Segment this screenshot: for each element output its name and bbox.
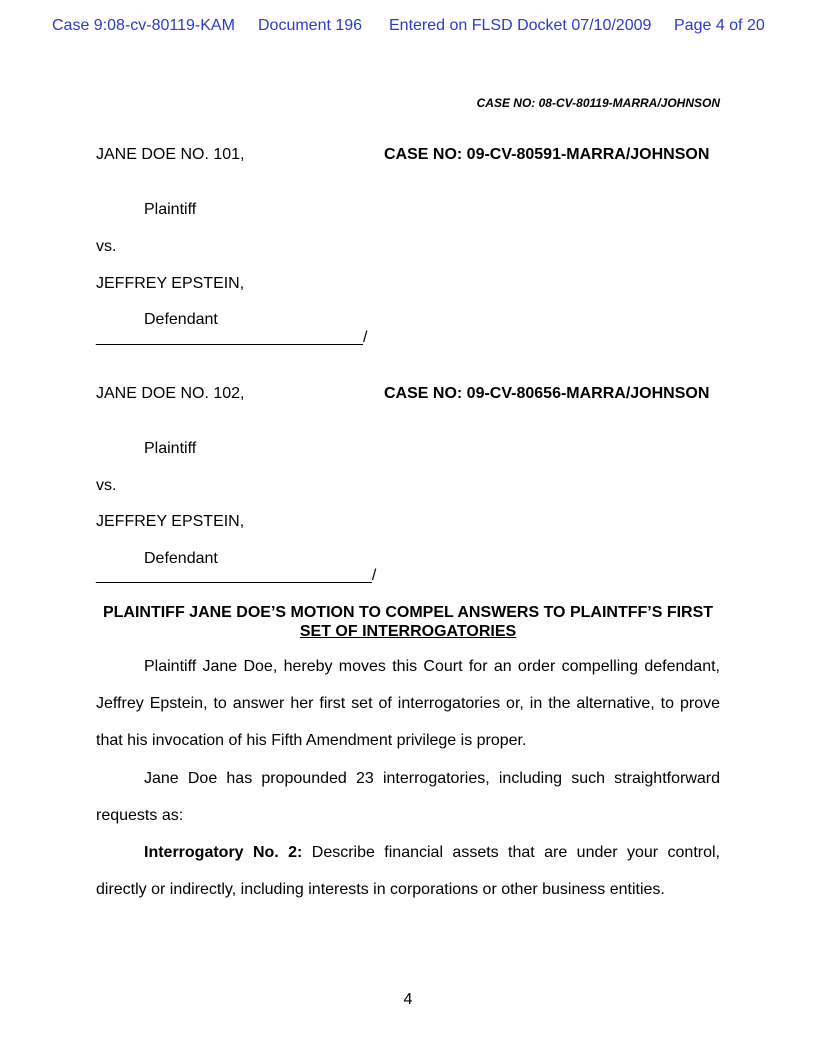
- caption-1-plaintiff: JANE DOE NO. 101,: [96, 146, 245, 163]
- caption-1-defendant: JEFFREY EPSTEIN,: [96, 275, 245, 292]
- docket-document-number: Document 196: [258, 17, 363, 34]
- motion-title-line-2: SET OF INTERROGATORIES: [299, 623, 517, 640]
- caption-2-defendant-role: Defendant: [144, 550, 218, 567]
- caption-1-case-number: CASE NO: 09-CV-80591-MARRA/JOHNSON: [384, 146, 710, 163]
- caption-2-plaintiff: JANE DOE NO. 102,: [96, 385, 245, 402]
- docket-case-number: Case 9:08-cv-80119-KAM: [52, 17, 235, 34]
- body-paragraph-2: Jane Doe has propounded 23 interrogatories, including such straightforward requests as:: [96, 770, 720, 824]
- running-header-case-number: CASE NO: 08-CV-80119-MARRA/JOHNSON: [476, 96, 720, 110]
- interrogatory-paragraph: [96, 834, 720, 908]
- interrogatory-label: Interrogatory No. 2:: [144, 844, 303, 861]
- caption-1-defendant-role: Defendant: [144, 311, 218, 328]
- caption-2-defendant: JEFFREY EPSTEIN,: [96, 513, 245, 530]
- interrogatory-text: Describe financial assets that are under your control, directly or indirectly, including interests in corporations or other business entities.: [96, 844, 720, 898]
- page-number: 4: [403, 991, 413, 1008]
- motion-title-line-1: PLAINTIFF JANE DOE’S MOTION TO COMPEL ANSWERS TO PLAINTFF’S FIRST: [102, 604, 714, 621]
- caption-1-plaintiff-role: Plaintiff: [144, 201, 197, 218]
- motion-title: [96, 603, 720, 641]
- caption-2-rule: _______________________________/: [96, 567, 377, 584]
- docket-page-count: Page 4 of 20: [674, 17, 765, 34]
- caption-2-case-number: CASE NO: 09-CV-80656-MARRA/JOHNSON: [384, 385, 710, 402]
- caption-1-vs: vs.: [96, 238, 117, 255]
- caption-1-rule: ______________________________/: [96, 329, 368, 346]
- docket-entered-date: Entered on FLSD Docket 07/10/2009: [389, 17, 652, 34]
- body-paragraph-1: Plaintiff Jane Doe, hereby moves this Court for an order compelling defendant, Jeffrey Epstein, to answer her first set of interrogatories or, in the alternative, to prove that his invocation of his Fifth Amendment privilege is proper.: [96, 658, 720, 749]
- caption-2-plaintiff-role: Plaintiff: [144, 440, 197, 457]
- caption-2-vs: vs.: [96, 477, 117, 494]
